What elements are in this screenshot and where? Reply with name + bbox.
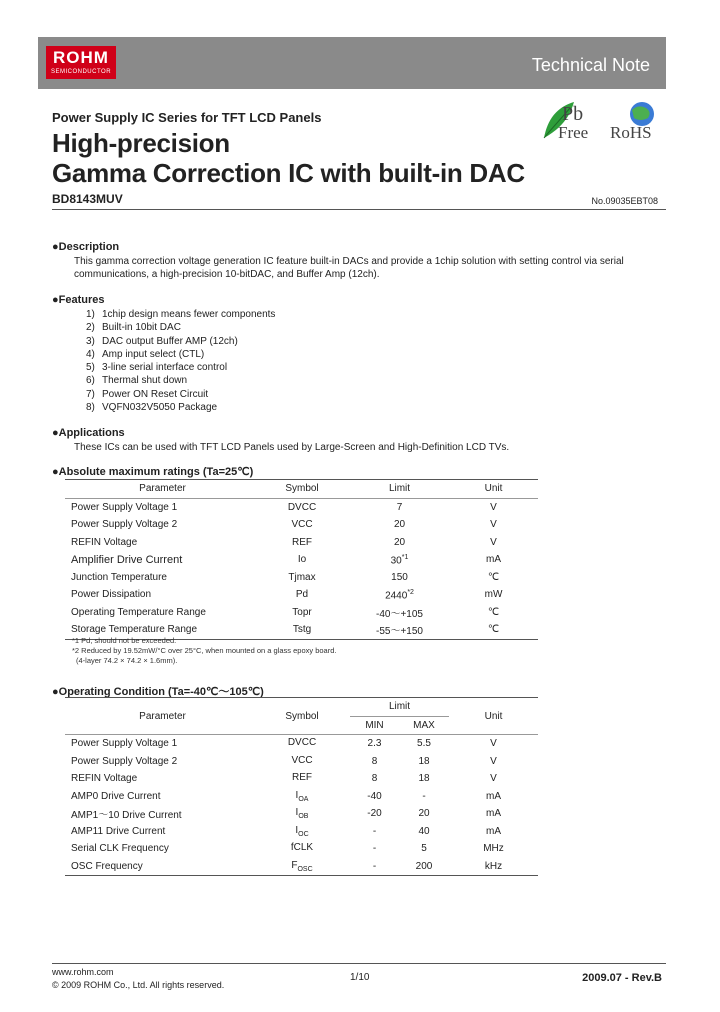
- features-list: [86, 308, 275, 414]
- op-cond-table: [65, 697, 538, 876]
- series-title: Power Supply IC Series for TFT LCD Panels: [52, 110, 322, 125]
- table-row: [65, 788, 538, 806]
- table-cell: 5.5: [399, 735, 449, 753]
- page-title-line1: High-precision: [52, 128, 230, 158]
- logo-subtext: SEMICONDUCTOR: [50, 69, 112, 75]
- table-cell: AMP0 Drive Current: [71, 790, 161, 802]
- list-item: 8) VQFN032V5050 Package: [86, 402, 218, 414]
- technical-note-label: Technical Note: [531, 55, 650, 75]
- table-cell: Power Dissipation: [71, 589, 152, 601]
- free-text: Free: [558, 123, 589, 142]
- table-cell: VCC: [291, 754, 313, 766]
- table-cell: 8: [371, 773, 378, 785]
- page-number: 1/10: [350, 972, 370, 983]
- pb-free-badge-icon: [540, 98, 602, 146]
- header-cell: Parameter: [65, 480, 254, 499]
- table-cell: mA: [486, 825, 501, 837]
- table-cell: 8: [371, 755, 378, 767]
- table-cell: MAX: [413, 719, 435, 731]
- table-cell: 18: [418, 755, 430, 767]
- table-row: [65, 823, 538, 841]
- table-cell: DVCC: [254, 735, 350, 753]
- table-cell: DVCC: [254, 498, 350, 516]
- table-cell: V: [490, 536, 497, 548]
- table-row: [65, 858, 538, 876]
- table-cell: ℃: [487, 571, 500, 583]
- table-cell: MIN: [365, 719, 384, 731]
- table-cell: mA: [486, 554, 501, 566]
- list-item: 1) 1chip design means fewer components: [86, 309, 276, 320]
- table-cell: Pd: [295, 589, 309, 601]
- table-row: [65, 551, 538, 569]
- footnote: *2 Reduced by 19.52mW/°C over 25°C, when mounted on a glass epoxy board.: [72, 646, 337, 655]
- table-cell: $I_{OA}$: [295, 789, 309, 803]
- table-cell: 20: [393, 536, 406, 548]
- pb-text: Pb: [562, 103, 584, 125]
- table-cell: ℃: [449, 621, 538, 639]
- abs-max-heading: ●Absolute maximum ratings (Ta=25℃): [52, 466, 254, 478]
- description-text: [74, 255, 624, 282]
- table-row: [65, 516, 538, 534]
- table-row: [65, 805, 538, 823]
- table-row: [65, 569, 538, 587]
- table-cell: $I_{OB}$: [295, 807, 309, 821]
- table-cell: AMP1～10 Drive Current: [71, 810, 182, 822]
- op-cond-heading: ●Operating Condition (Ta=-40℃～105℃): [52, 686, 264, 698]
- table-cell: Junction Temperature: [71, 571, 167, 583]
- title-divider: [52, 209, 666, 210]
- table-cell: V: [490, 519, 497, 531]
- abs-max-table: [65, 479, 538, 640]
- table-cell: REFIN Voltage: [71, 536, 138, 548]
- table-header-row: [65, 698, 538, 717]
- table-cell: OSC Frequency: [65, 858, 254, 876]
- description-line: communications, a high-precision 10-bitDAC, and Buffer Amp (12ch).: [74, 269, 380, 281]
- list-item: 6) Thermal shut down: [86, 375, 188, 387]
- table-row: [65, 753, 538, 771]
- table-row: [65, 840, 538, 858]
- table-cell: Storage Temperature Range: [65, 621, 254, 639]
- table-cell: -20: [367, 808, 382, 820]
- table-cell: Power Supply Voltage 2: [71, 519, 178, 531]
- table-cell: 2440$^{*2}$: [385, 588, 414, 601]
- table-cell: Power Supply Voltage 1: [65, 498, 254, 516]
- table-cell: fCLK: [290, 842, 314, 854]
- table-cell: 40: [418, 825, 430, 837]
- table-cell: AMP11 Drive Current: [71, 825, 166, 837]
- date-revision: 2009.07 - Rev.B: [582, 972, 662, 984]
- table-row: [65, 498, 538, 516]
- list-item: 2) Built-in 10bit DAC: [86, 322, 181, 334]
- header-cell: Unit: [449, 480, 538, 499]
- table-row: [65, 534, 538, 552]
- logo-text: ROHM: [53, 48, 109, 67]
- applications-heading: ●Applications: [52, 427, 125, 439]
- table-row: [65, 604, 538, 622]
- table-cell: -40: [367, 790, 382, 802]
- table-cell: Limit: [350, 698, 449, 717]
- header-cell: Limit: [350, 480, 449, 499]
- table-cell: VCC: [291, 519, 313, 531]
- table-cell: 150: [391, 571, 408, 583]
- table-cell: Power Supply Voltage 2: [71, 755, 178, 767]
- table-cell: -: [372, 843, 377, 855]
- table-cell: ℃: [487, 606, 500, 618]
- features-heading: ●Features: [52, 294, 105, 306]
- rohs-text: RoHS: [610, 123, 652, 142]
- table-cell: Parameter: [65, 698, 254, 735]
- table-cell: -40～+105: [376, 608, 423, 620]
- table-cell: 30$^{*1}$: [390, 553, 409, 566]
- table-cell: mW: [484, 589, 503, 601]
- page-title-line2: Gamma Correction IC with built-in DAC: [52, 158, 525, 188]
- rohs-badge-icon: [608, 98, 672, 148]
- table-cell: Tstg: [254, 621, 350, 639]
- table-cell: MHz: [483, 843, 504, 855]
- table-cell: kHz: [449, 858, 538, 876]
- table-cell: Serial CLK Frequency: [71, 843, 169, 855]
- table-cell: 18: [418, 773, 430, 785]
- table-cell: -: [350, 858, 399, 876]
- abs-max-notes: [72, 636, 336, 666]
- table-cell: REF: [292, 536, 312, 548]
- table-cell: V: [449, 498, 538, 516]
- description-line: This gamma correction voltage generation IC feature built-in DACs and provide a 1chip solution with setting control via serial: [74, 256, 624, 267]
- footer-copyright: © 2009 ROHM Co., Ltd. All rights reserved.: [52, 980, 225, 990]
- table-cell: 2.3: [350, 735, 399, 753]
- document-number: No.09035EBT08: [591, 196, 658, 206]
- table-cell: 7: [350, 498, 449, 516]
- list-item: 3) DAC output Buffer AMP (12ch): [86, 335, 238, 347]
- table-cell: Topr: [292, 606, 312, 618]
- table-cell: 200: [399, 858, 449, 876]
- list-item: 4) Amp input select (CTL): [86, 348, 205, 360]
- header-cell: Symbol: [254, 480, 350, 499]
- table-cell: $F_{OSC}$: [254, 858, 350, 876]
- list-item: 7) Power ON Reset Circuit: [86, 388, 209, 400]
- table-header-row: [65, 480, 538, 499]
- table-cell: -: [422, 790, 426, 802]
- table-cell: Unit: [449, 698, 538, 735]
- table-cell: mA: [486, 790, 501, 802]
- table-cell: $I_{OC}$: [295, 824, 309, 838]
- footnote: (4-layer 74.2 × 74.2 × 1.6mm).: [76, 656, 178, 665]
- table-cell: Io: [297, 554, 307, 566]
- table-row: [65, 735, 538, 753]
- footer-divider: [52, 963, 666, 964]
- table-cell: 5: [421, 843, 427, 855]
- rohm-logo: [46, 46, 116, 79]
- table-cell: Amplifier Drive Current: [71, 553, 183, 566]
- table-cell: -: [372, 825, 377, 837]
- table-cell: V: [490, 773, 497, 785]
- footer-url[interactable]: www.rohm.com: [52, 967, 114, 977]
- footnote: *1 Pd, should not be exceeded.: [72, 636, 177, 645]
- table-cell: Tjmax: [288, 571, 316, 583]
- table-cell: Power Supply Voltage 1: [65, 735, 254, 753]
- table-row: [65, 770, 538, 788]
- table-cell: -55～+150: [350, 621, 449, 639]
- description-heading: ●Description: [52, 241, 120, 253]
- applications-text: These ICs can be used with TFT LCD Panels used by Large-Screen and High-Definition LCD TVs.: [74, 442, 510, 453]
- list-item: 5) 3-line serial interface control: [86, 362, 228, 374]
- table-cell: Symbol: [254, 698, 350, 735]
- table-cell: 20: [418, 808, 430, 820]
- table-row: [65, 586, 538, 604]
- table-cell: REFIN Voltage: [71, 773, 138, 785]
- table-cell: 20: [393, 519, 406, 531]
- part-number: BD8143MUV: [52, 192, 123, 206]
- table-cell: V: [449, 735, 538, 753]
- table-cell: REF: [292, 772, 312, 784]
- table-cell: Operating Temperature Range: [71, 606, 206, 618]
- table-cell: mA: [486, 808, 501, 820]
- table-cell: V: [490, 755, 497, 767]
